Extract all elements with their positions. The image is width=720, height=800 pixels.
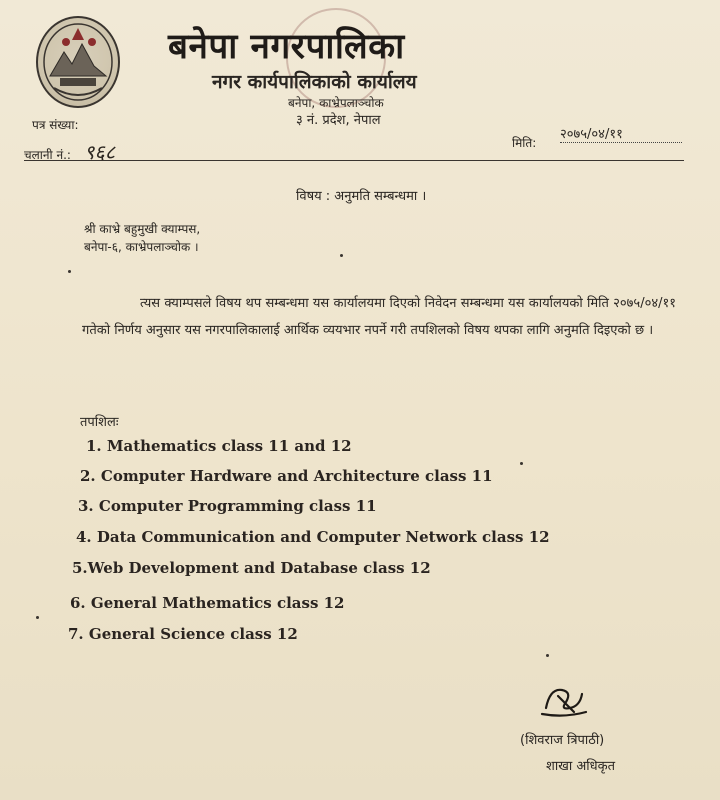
letter-body-text: त्यस क्याम्पसले विषय थप सम्बन्धमा यस कार्यालयमा दिएको निवेदन सम्बन्धमा यस कार्यालयको मिति २०७५/०४/११ गतेको निर्णय अनुसार यस नगरपालिकालाई आर्थिक व्ययभार नपर्ने गरी तपशिलको विषय थपका लागि अनुमति दिइएको छ । — [82, 296, 676, 338]
office-subtitle: नगर कार्यपालिकाको कार्यालय — [212, 71, 417, 93]
date-value: २०७५/०४/११ — [560, 124, 682, 143]
patra-sankhya-label: पत्र संख्या: — [32, 118, 79, 132]
date-label: मिति: — [512, 136, 537, 150]
paper-speck — [520, 462, 523, 465]
list-item: 5.Web Development and Database class 12 — [72, 559, 431, 577]
paper-speck — [68, 270, 71, 273]
signatory-name: (शिवराज त्रिपाठी) — [520, 733, 605, 748]
subject-line: विषय : अनुमति सम्बन्धमा । — [296, 189, 427, 204]
list-item: 6. General Mathematics class 12 — [70, 594, 345, 612]
paper-speck — [340, 254, 343, 257]
letter-body — [82, 290, 676, 344]
recipient-line-1: श्री काभ्रे बहुमुखी क्याम्पस, — [84, 222, 201, 236]
municipality-title: बनेपा नगरपालिका — [168, 27, 405, 67]
address-line-1: बनेपा, काभ्रेपलाञ्चोक — [288, 96, 384, 110]
header-divider — [24, 160, 684, 161]
chalani-label: चलानी नं.: — [24, 148, 71, 162]
list-item: 7. General Science class 12 — [68, 625, 298, 643]
chalani-number: ९६८ — [84, 140, 116, 164]
list-item: 4. Data Communication and Computer Network class 12 — [76, 528, 550, 546]
municipality-emblem-icon — [36, 16, 120, 108]
signature-icon — [536, 678, 592, 722]
recipient-line-2: बनेपा-६, काभ्रेपलाञ्चोक । — [84, 240, 199, 254]
paper-speck — [36, 616, 39, 619]
signatory-title: शाखा अधिकृत — [546, 759, 616, 774]
list-item: 1. Mathematics class 11 and 12 — [86, 437, 352, 455]
list-item: 2. Computer Hardware and Architecture class 11 — [80, 467, 493, 485]
details-label: तपशिलः — [80, 415, 119, 430]
address-line-2: ३ नं. प्रदेश, नेपाल — [296, 113, 381, 128]
list-item: 3. Computer Programming class 11 — [78, 497, 377, 515]
paper-speck — [546, 654, 549, 657]
